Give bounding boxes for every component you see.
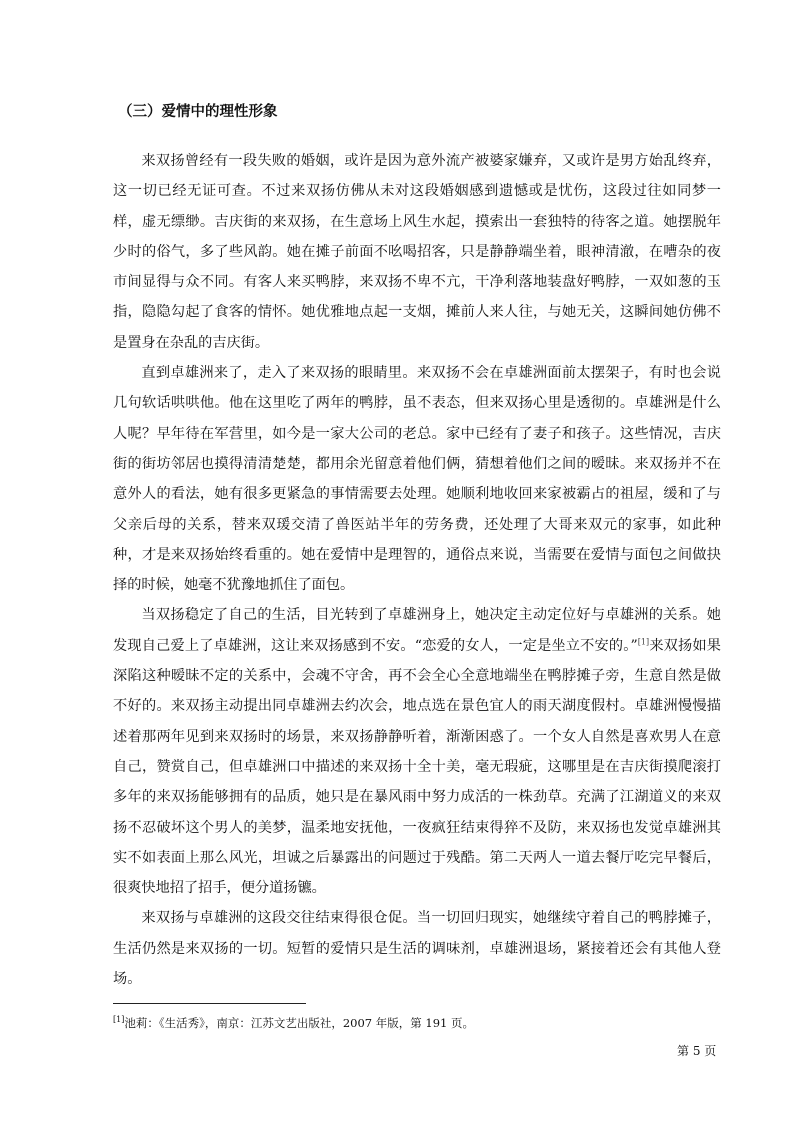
- footnote-reference[interactable]: [1]: [637, 637, 650, 647]
- paragraph-1: 来双扬曾经有一段失败的婚姻，或许是因为意外流产被婆家嫌弃，又或许是男方始乱终弃，这一切已经无证可查。不过来双扬仿佛从未对这段婚姻感到遗憾或是忧伤，这段过往如同梦一样，虚无缥缈。吉庆街的来双扬，在生意场上风生水起，摸索出一套独特的待客之道。她摆脱年少时的俗气，多了些风韵。她在摊子前面不吆喝招客，只是静静端坐着，眼神清澈，在嘈杂的夜市间显得与众不同。有客人来买鸭脖，来双扬不卑不亢，干净利落地装盘好鸭脖，一双如葱的玉指，隐隐勾起了食客的情怀。她优雅地点起一支烟，摊前人来人往，与她无关，这瞬间她仿佛不是置身在杂乱的吉庆街。: [113, 153, 721, 351]
- footnote-mark: [1]: [113, 1015, 125, 1025]
- footnote-divider: [113, 1003, 306, 1004]
- body-text: [113, 146, 721, 994]
- footnote-text: 池莉：《生活秀》，南京：江苏文艺出版社，2007 年版，第 191 页。: [124, 1016, 475, 1030]
- paragraph-4: 来双扬与卓雄洲的这段交往结束得很仓促。当一切回归现实，她继续守着自己的鸭脖摊子，生活仍然是来双扬的一切。短暂的爱情只是生活的调味剂，卓雄洲退场，紧接着还会有其他人登场。: [113, 910, 721, 988]
- section-heading: （三）爱情中的理性形象: [118, 104, 278, 120]
- paragraph-3: [113, 600, 721, 903]
- paragraph-3-text-before-ref: 当双扬稳定了自己的生活，目光转到了卓雄洲身上，她决定主动定位好与卓雄洲的关系。她发现自己爱上了卓雄洲，这让来双扬感到不安。“恋爱的女人，一定是坐立不安的。”: [113, 607, 721, 654]
- paragraph-3-text-after-ref: 来双扬如果深陷这种暧昧不定的关系中，会魂不守舍，再不会全心全意地端坐在鸭脖摊子旁，生意自然是做不好的。来双扬主动提出同卓雄洲去约次会，地点选在景色宜人的雨天湖度假村。卓雄洲慢慢描述着那两年见到来双扬时的场景，来双扬静静听着，渐渐困惑了。一个女人自然是喜欢男人在意自己，赞赏自己，但卓雄洲口中描述的来双扬十全十美，毫无瑕疵，这哪里是在吉庆街摸爬滚打多年的来双扬能够拥有的品质，她只是在暴风雨中努力成活的一株劲草。充满了江湖道义的来双扬不忍破坏这个男人的美梦，温柔地安抚他，一夜疯狂结束得猝不及防，来双扬也发觉卓雄洲其实不如表面上那么风光，坦诚之后暴露出的问题过于残酷。第二天两人一道去餐厅吃完早餐后，很爽快地招了招手，便分道扬镳。: [113, 637, 721, 897]
- page-number: 第 5 页: [677, 1044, 717, 1058]
- paragraph-2: 直到卓雄洲来了，走入了来双扬的眼睛里。来双扬不会在卓雄洲面前太摆架子，有时也会说几句软话哄哄他。他在这里吃了两年的鸭脖，虽不表态，但来双扬心里是透彻的。卓雄洲是什么人呢？早年待在军营里，如今是一家大公司的老总。家中已经有了妻子和孩子。这些情况，吉庆街的街坊邻居也摸得清清楚楚，都用余光留意着他们俩，猜想着他们之间的暧昧。来双扬并不在意外人的看法，她有很多更紧急的事情需要去处理。她顺利地收回来家被霸占的祖屋，缓和了与父亲后母的关系，替来双瑗交清了兽医站半年的劳务费，还处理了大哥来双元的家事，如此种种，才是来双扬始终看重的。她在爱情中是理智的，通俗点来说，当需要在爱情与面包之间做抉择的时候，她毫不犹豫地抓住了面包。: [113, 365, 721, 594]
- footnote: [113, 1014, 474, 1032]
